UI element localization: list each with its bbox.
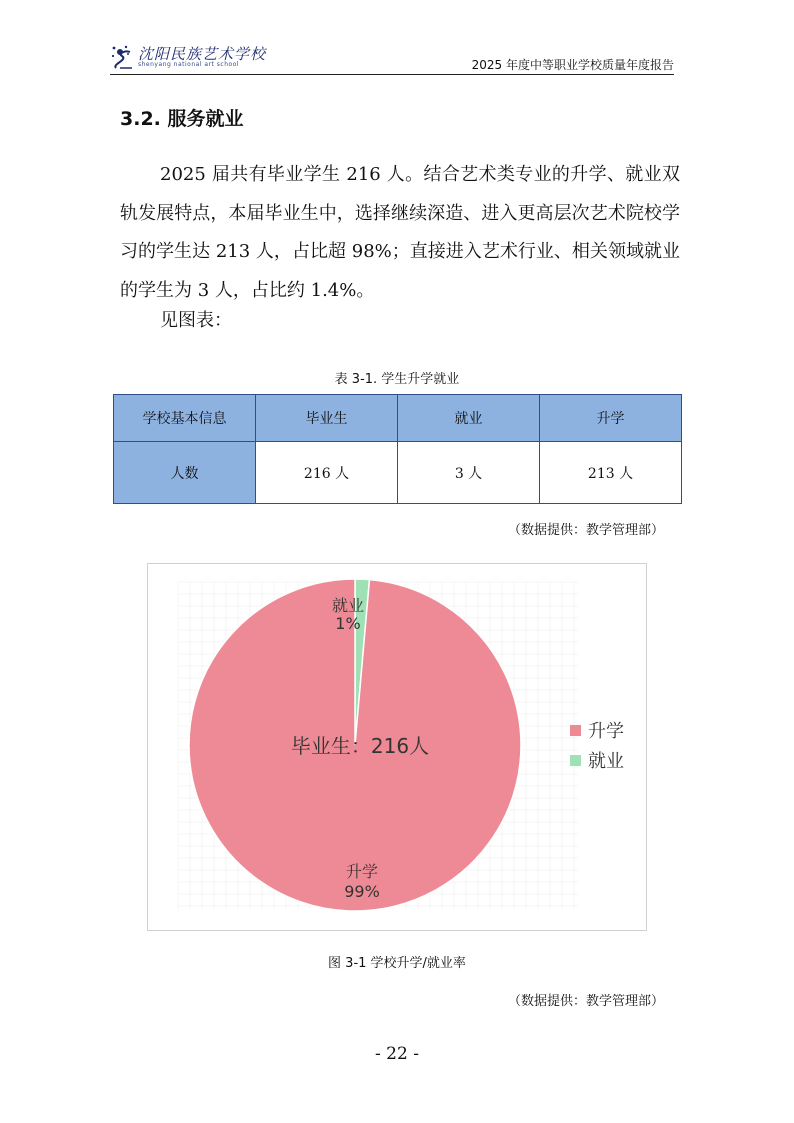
table-header-cell: 学校基本信息: [114, 395, 256, 442]
figure-caption: 图 3-1 学校升学/就业率: [328, 956, 466, 971]
table-cell: 3 人: [398, 442, 540, 504]
table-cell: 216 人: [256, 442, 398, 504]
slice-label-shengxue-percent: 99%: [344, 882, 380, 901]
pie-chart: [148, 564, 645, 929]
table-row: [114, 442, 682, 504]
logo-emblem-icon: [110, 42, 136, 70]
header-divider: [110, 74, 674, 75]
body-paragraph-2: 见图表：: [160, 310, 232, 331]
legend-label: 就业: [588, 751, 624, 772]
page-header: [110, 42, 674, 74]
slice-label-shengxue-name: 升学: [345, 862, 379, 881]
report-title: 2025 年度中等职业学校质量年度报告: [471, 58, 674, 72]
legend-swatch: [570, 755, 581, 766]
legend-label: 升学: [588, 721, 624, 742]
slice-label-jiuye-name: 就业: [331, 596, 365, 615]
slice-label-jiuye-percent: 1%: [335, 614, 361, 633]
page-number: - 22 -: [375, 1044, 419, 1064]
section-title: 3.2. 服务就业: [120, 108, 244, 130]
logo-text: 沈阳民族艺术学校: [138, 45, 267, 63]
pie-center-label: 毕业生：216人: [290, 734, 430, 758]
table-header-cell: 就业: [398, 395, 540, 442]
body-paragraph: 2025 届共有毕业学生 216 人。结合艺术类专业的升学、就业双轨发展特点，本届毕业生中，选择继续深造、进入更高层次艺术院校学习的学生达 213 人，占比超 98%；直接进入艺术行业、相关领域就业的学生为 3 人，占比约 1.4%。: [120, 164, 680, 301]
figure-source: （数据提供：教学管理部）: [507, 994, 664, 1009]
table-caption: 表 3-1. 学生升学就业: [334, 372, 460, 387]
table-header-cell: 升学: [540, 395, 682, 442]
table-source: （数据提供：教学管理部）: [507, 523, 664, 538]
graduates-table: [113, 394, 682, 504]
logo-subtext: shenyang national art school: [138, 61, 240, 68]
pie-chart-frame: [147, 563, 647, 931]
legend-swatch: [570, 725, 581, 736]
table-header-cell: 毕业生: [256, 395, 398, 442]
table-header-row: [114, 395, 682, 442]
school-logo: [110, 42, 310, 72]
table-row-label: 人数: [114, 442, 256, 504]
table-cell: 213 人: [540, 442, 682, 504]
